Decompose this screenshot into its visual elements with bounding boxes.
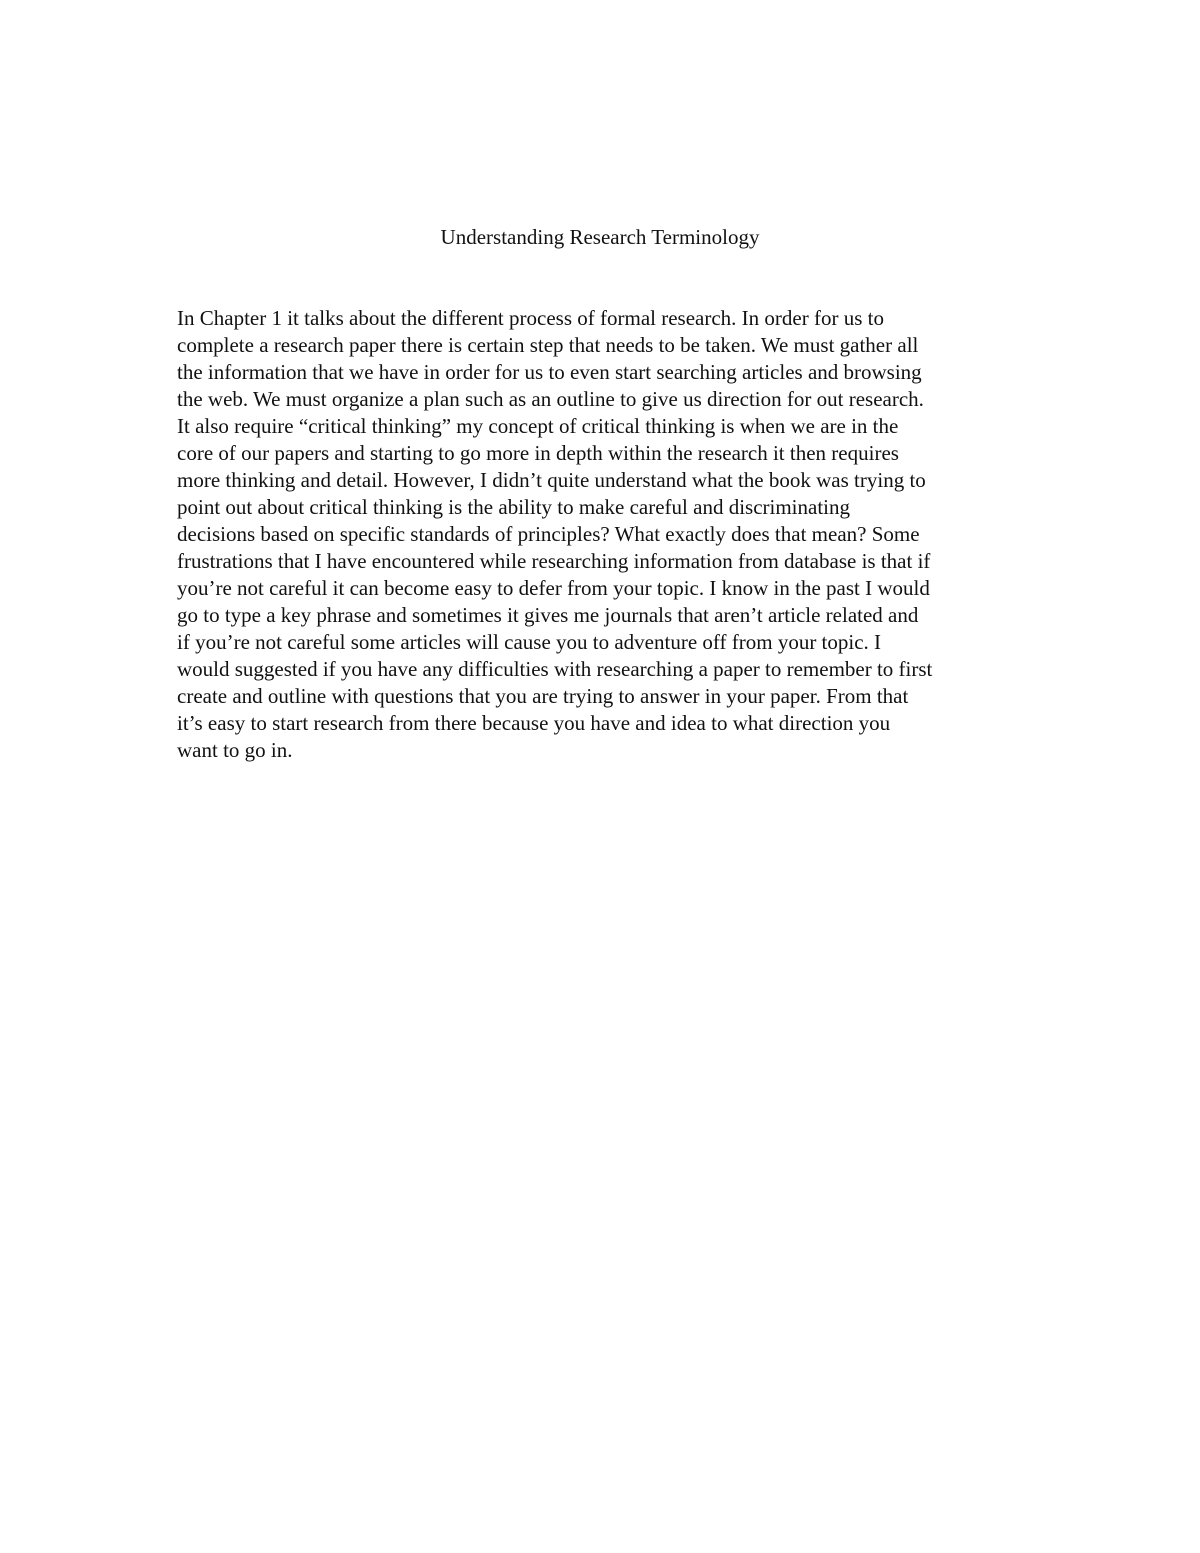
body-line: want to go in.: [177, 738, 293, 762]
body-line: you’re not careful it can become easy to defer from your topic. I know in the past I would: [177, 576, 930, 600]
body-line: the information that we have in order for us to even start searching articles and browsing: [177, 360, 922, 384]
body-line: more thinking and detail. However, I didn’t quite understand what the book was trying to: [177, 468, 926, 492]
body-line: point out about critical thinking is the ability to make careful and discriminating: [177, 495, 851, 519]
body-line: go to type a key phrase and sometimes it gives me journals that aren’t article related and: [177, 603, 919, 627]
body-line: would suggested if you have any difficulties with researching a paper to remember to first: [177, 657, 933, 681]
body-line: It also require “critical thinking” my concept of critical thinking is when we are in the: [177, 414, 899, 438]
body-line: core of our papers and starting to go more in depth within the research it then requires: [177, 441, 899, 465]
body-line: create and outline with questions that you are trying to answer in your paper. From that: [177, 684, 909, 708]
body-line: it’s easy to start research from there because you have and idea to what direction you: [177, 711, 891, 735]
body-line: the web. We must organize a plan such as an outline to give us direction for out research.: [177, 387, 924, 411]
document-title: Understanding Research Terminology: [440, 225, 760, 249]
body-line: In Chapter 1 it talks about the different process of formal research. In order for us to: [177, 306, 884, 330]
document-body: [177, 305, 1037, 764]
body-line: frustrations that I have encountered while researching information from database is that if: [177, 549, 931, 573]
body-line: complete a research paper there is certain step that needs to be taken. We must gather all: [177, 333, 919, 357]
body-line: decisions based on specific standards of principles? What exactly does that mean? Some: [177, 522, 920, 546]
body-line: if you’re not careful some articles will cause you to adventure off from your topic. I: [177, 630, 882, 654]
